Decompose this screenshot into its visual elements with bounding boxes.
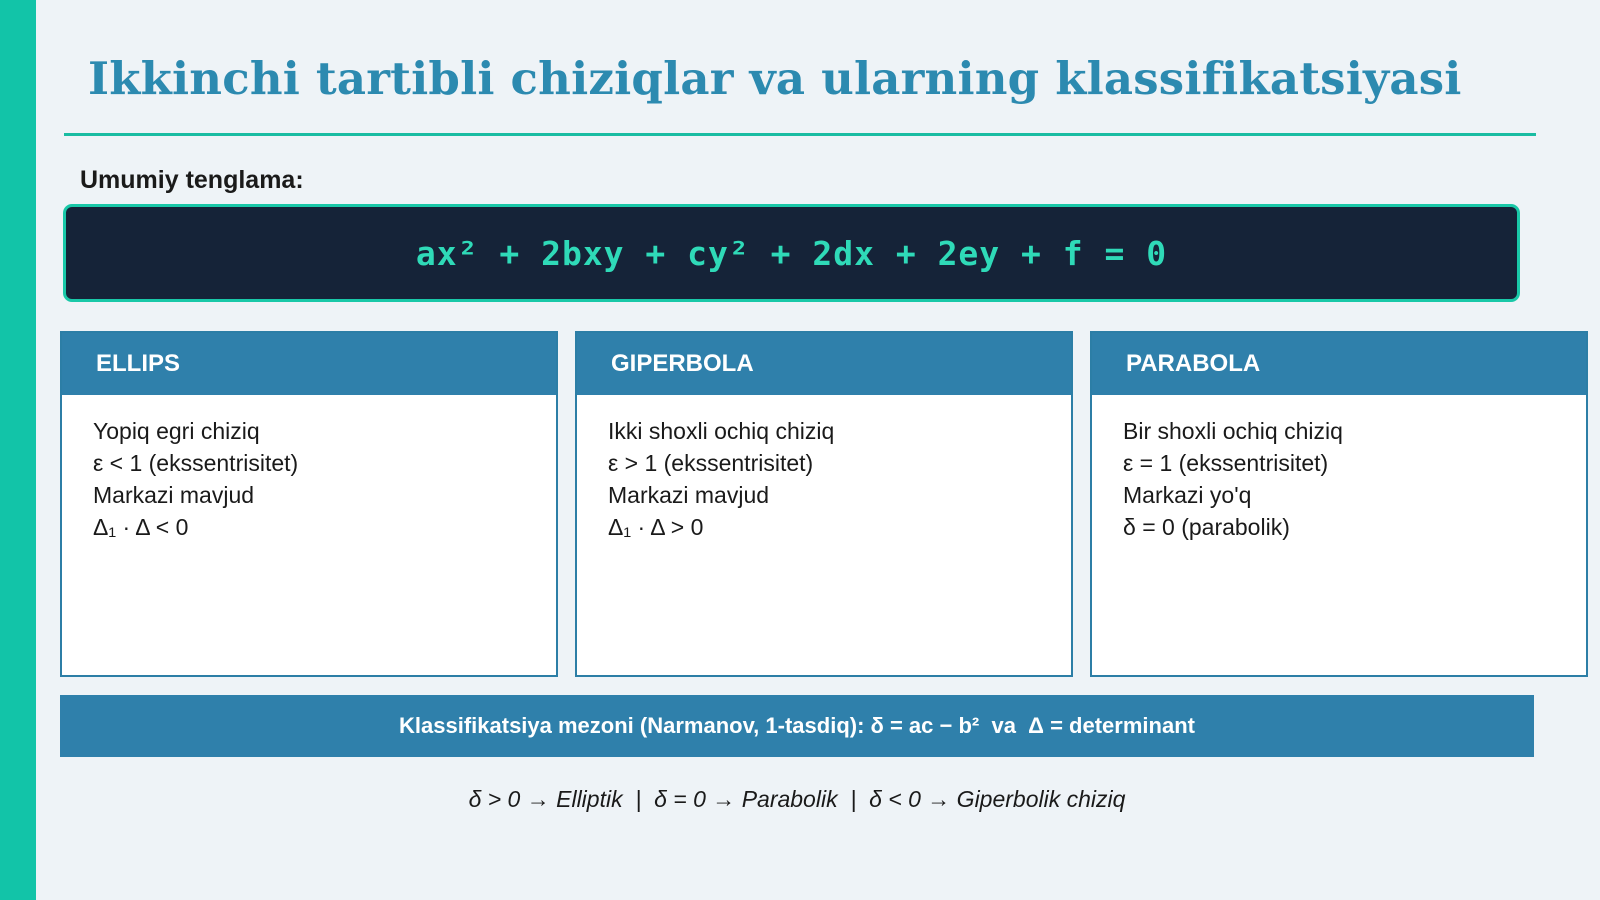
card-line: Markazi mavjud — [608, 482, 770, 508]
card-body — [577, 395, 1071, 543]
card-line: Bir shoxli ochiq chiziq — [1123, 418, 1343, 444]
card-line: Ikki shoxli ochiq chiziq — [608, 418, 835, 444]
card-line: Markazi yo'q — [1123, 482, 1252, 508]
card-body — [1092, 395, 1586, 543]
card-line: Δ₁ · Δ > 0 — [608, 514, 704, 540]
card-line: ε = 1 (ekssentrisitet) — [1123, 450, 1329, 476]
card-ellips — [60, 331, 558, 677]
card-header — [577, 333, 1071, 395]
card-header — [1092, 333, 1586, 395]
card-giperbola — [575, 331, 1073, 677]
criteria-text: Klassifikatsiya mezoni (Narmanov, 1-tasdiq): δ = ac − b² va Δ = determinant — [399, 713, 1195, 738]
equation-box — [63, 204, 1520, 302]
title-divider — [64, 133, 1536, 136]
slide-title: Ikkinchi tartibli chiziqlar va ularning klassifikatsiyasi — [88, 52, 1462, 105]
card-parabola — [1090, 331, 1588, 677]
card-title: ELLIPS — [96, 350, 181, 377]
card-line: ε > 1 (ekssentrisitet) — [608, 450, 814, 476]
equation-label: Umumiy tenglama: — [80, 166, 304, 194]
left-accent-bar — [0, 0, 36, 900]
equation-formula: ax² + 2bxy + cy² + 2dx + 2ey + f = 0 — [415, 233, 1168, 273]
card-line: Markazi mavjud — [93, 482, 255, 508]
card-line: Δ₁ · Δ < 0 — [93, 514, 189, 540]
classification-summary: δ > 0 → Elliptik | δ = 0 → Parabolik | δ < 0 → Giperbolik chiziq — [468, 786, 1126, 812]
card-body — [62, 395, 556, 543]
card-header — [62, 333, 556, 395]
card-title: GIPERBOLA — [611, 350, 754, 377]
card-line: Yopiq egri chiziq — [93, 418, 260, 444]
card-line: δ = 0 (parabolik) — [1123, 514, 1290, 540]
card-title: PARABOLA — [1126, 350, 1261, 377]
card-line: ε < 1 (ekssentrisitet) — [93, 450, 299, 476]
criteria-banner — [60, 695, 1534, 757]
